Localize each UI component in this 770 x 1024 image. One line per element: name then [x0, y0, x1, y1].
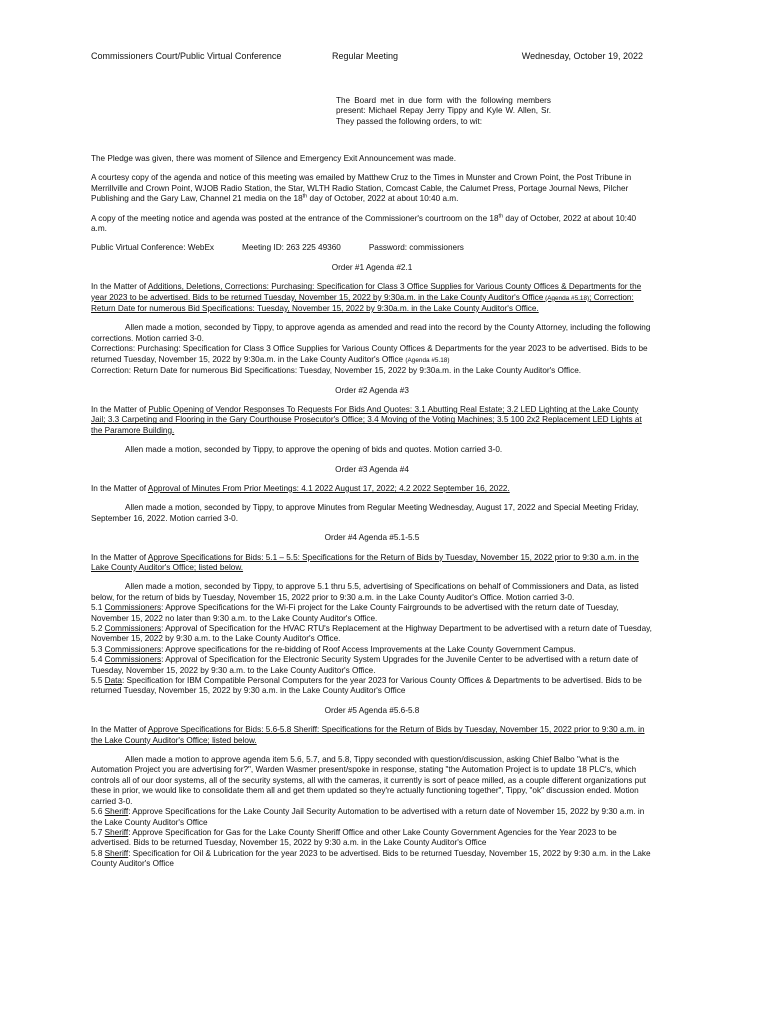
- matter-subject: Approve Specifications for Bids: 5.6-5.8 Sheriff: Specifications for the Return of Bids by Tuesday, November 15, 2022 prior to 9:30 a.m. in the Lake County Auditor's Office; listed below.: [91, 725, 645, 745]
- item-number: 5.5: [91, 676, 105, 686]
- item-number: 5.3: [91, 644, 105, 654]
- header-left: Commissioners Court/Public Virtual Conference: [91, 51, 282, 61]
- matter-subject: Public Opening of Vendor Responses To Requests For Bids And Quotes: 3.1 Abutting Real Estate; 3.2 LED Lighting at the Lake County Jail; 3.3 Carpeting and Flooring in the Gary Courthouse Prosecutor's Office; 3.4 Moving of the Voting Machines; 3.5 100 2x2 Replacement LED Lights at the Paramore Building.: [91, 404, 642, 435]
- item-department: Commissioners: [104, 644, 162, 654]
- order-2-matter: [91, 405, 653, 436]
- matter-subject: Approval of Minutes From Prior Meetings: 4.1 2022 August 17, 2022; 4.2 2022 September 16, 2022.: [147, 483, 510, 493]
- header-date: Wednesday, October 19, 2022: [521, 51, 643, 61]
- order-4-matter: [91, 553, 653, 574]
- posted-paragraph: [91, 214, 653, 235]
- item-5-1: [91, 603, 653, 624]
- pledge-paragraph: The Pledge was given, there was moment of Silence and Emergency Exit Announcement was made.: [91, 154, 456, 163]
- order-1-heading: Order #1 Agenda #2.1: [331, 262, 413, 272]
- item-5-4: [91, 655, 653, 676]
- order-2-heading: Order #2 Agenda #3: [335, 385, 409, 395]
- item-text: : Approve specifications for the re-bidding of Roof Access Improvements at the Lake County Government Campus.: [161, 644, 576, 654]
- matter-subject: Approve Specifications for Bids: 5.1 – 5.5: Specifications for the Return of Bids by Tuesday, November 15, 2022 prior to 9:30 a.m. in the Lake County Auditor's Office; listed below.: [91, 552, 639, 572]
- item-5-6: [91, 807, 653, 828]
- agenda-ref: (Agenda #5.18): [543, 294, 590, 302]
- order-1-motion: Allen made a motion, seconded by Tippy, to approve agenda as amended and read into the record by the County Attorney, including the following corrections. Motion carried 3-0.: [91, 323, 651, 343]
- courtesy-ordinal: th: [302, 193, 308, 200]
- item-department: Sheriff: [104, 827, 129, 837]
- item-department: Commissioners: [104, 603, 162, 613]
- courtesy-paragraph: [91, 173, 653, 204]
- order-1-matter: [91, 282, 653, 314]
- item-department: Data: [104, 676, 122, 686]
- item-5-5: [91, 676, 653, 697]
- item-number: 5.2: [91, 624, 105, 633]
- order-1-correction-2: Correction: Return Date for numerous Bid Specifications: Tuesday, November 15, 2022 by 9:30a.m. in the Lake County Auditor's Office.: [91, 366, 582, 376]
- matter-subject: Additions, Deletions, Corrections: Purchasing: Specification for Class 3 Office Supplies for Various County Offices & Departments for the year 2023 to be advertised. Bids to be returned Tuesday, November 15, 2022 by 9:30a.m. in the Lake County Auditor's Office: [91, 282, 642, 302]
- order-4-motion: Allen made a motion, seconded by Tippy, to approve 5.1 thru 5.5, advertising of Specifications on behalf of Commissioners and Data, as listed below, for the return of bids by Tuesday, November 15, 2022 prior to 9:30 a.m. in the Lake County Auditor's Office. Motion carried 3-0.: [91, 582, 639, 602]
- order-1-correction-1: [91, 344, 653, 366]
- conference-line: [91, 243, 653, 253]
- courtesy-text: A courtesy copy of the agenda and notice of this meeting was emailed by Matthew Cruz to the Times in Munster and Crown Point, the Post Tribune in Merrillville and Crown Point, WJOB Radio Station, the Star, WLTH Radio Station, Comcast Cable, the Calumet Press, Portage Journal News, Pilcher Publishing and the Gary Law, Channel 21 media on the 18: [91, 173, 632, 204]
- matter-prefix: In the Matter of: [91, 282, 148, 292]
- item-text: : Approve Specifications for the Lake County Jail Security Automation to be advertised with a return date of November 15, 2022 by 9:30 a.m. in the Lake County Auditor's Office: [91, 807, 645, 827]
- item-text: : Approve Specification for Gas for the Lake County Sheriff Office and other Lake County Government Agencies for the Year 2023 to be advertised. Bids to be returned Tuesday, November 15, 2022 by 9:30 a.m. in the Lake County Auditor's Office: [91, 827, 617, 848]
- item-number: 5.8: [91, 848, 105, 858]
- correction-text: Corrections: Purchasing: Specification for Class 3 Office Supplies for Various County Offices & Departments for the year 2023 to be advertised. Bids to be returned Tuesday, November 15, 2022 by 9:30a.m. in the Lake County Auditor's Office: [91, 344, 648, 364]
- item-text: : Approval of Specification for the HVAC RTU's Replacement at the Highway Department to be advertised with a return date of Tuesday, November 15, 2022 by 9:30 a.m. to the Lake County Auditor's Office.: [91, 624, 652, 644]
- matter-prefix: In the Matter of: [91, 404, 149, 414]
- conference-password: Password: commissioners: [368, 243, 464, 253]
- minutes-body: [91, 154, 653, 870]
- matter-prefix: In the Matter of: [91, 552, 148, 562]
- intro-paragraph: The Board met in due form with the following members present: Michael Repay Jerry Tippy and Kyle W. Allen, Sr. They passed the following orders, to wit:: [336, 96, 551, 126]
- item-5-8: [91, 849, 653, 870]
- posted-text-end: day of October, 2022 at about 10:40 a.m.: [91, 213, 637, 234]
- item-5-2: [91, 624, 653, 645]
- courtesy-text-end: day of October, 2022 at about 10:40 a.m.: [307, 194, 459, 204]
- item-text: : Approval of Specification for the Electronic Security System Upgrades for the Juvenile Center to be advertised with a return date of Tuesday, November 15, 2022 by 9:30 a.m. to the Lake County Auditor's Office.: [91, 655, 639, 675]
- item-5-7: [91, 828, 653, 849]
- item-5-3: [91, 645, 653, 655]
- item-text: : Specification for IBM Compatible Personal Computers for the year 2023 for Various County Offices & Departments to be advertised. Bids to be returned Tuesday, November 15, 2022 by 9:30 a.m. in the Lake County Auditor's Office: [91, 676, 642, 696]
- posted-text: A copy of the meeting notice and agenda was posted at the entrance of the Commissioner's courtroom on the 18: [91, 213, 499, 223]
- posted-ordinal: th: [498, 212, 504, 219]
- agenda-ref: (Agenda #5.18): [405, 356, 450, 364]
- item-text: : Approve Specifications for the Wi-Fi project for the Lake County Fairgrounds to be advertised with the return date of Tuesday, November 15, 2022 no later than 9:30 a.m. to the Lake County Auditor's Office.: [91, 603, 619, 623]
- item-department: Commissioners: [104, 655, 162, 665]
- item-number: 5.4: [91, 655, 105, 665]
- matter-prefix: In the Matter of: [91, 483, 148, 493]
- conference-meeting-id: Meeting ID: 263 225 49360: [242, 243, 341, 253]
- header-meeting-type: Regular Meeting: [332, 51, 399, 61]
- order-4-heading: Order #4 Agenda #5.1-5.5: [324, 533, 420, 543]
- item-text: : Specification for Oil & Lubrication for the year 2023 to be advertised. Bids to be returned Tuesday, November 15, 2022 by 9:30 a.m. in the Lake County Auditor's Office: [91, 848, 651, 869]
- item-number: 5.1: [91, 603, 105, 613]
- order-5-motion: Allen made a motion to approve agenda item 5.6, 5.7, and 5.8, Tippy seconded with question/discussion, asking Chief Balbo "what is the Automation Project you are advertising for?", Warden Wasmer present/spoke in response, stating "the Automation Project is to update 18 PLC's, which controls all of our door systems, all of the security systems, all with the cameras, it currently is sort of peace milled, as a couple different organizations put these in prior, we would like to consolidate them all and get them updated so they're actually functioning together", Tippy, "ok" discussion ended. Motion carried 3-0.: [91, 755, 647, 806]
- matter-subject-cont: ; Correction: Return Date for numerous Bid Specifications: Tuesday, November 15, 2022 by 9:30a.m. in the Lake County Auditor's Office.: [91, 292, 634, 314]
- item-department: Sheriff: [104, 848, 129, 858]
- item-department: Sheriff: [104, 807, 129, 817]
- order-5-heading: Order #5 Agenda #5.6-5.8: [324, 705, 420, 715]
- item-number: 5.7: [91, 827, 105, 837]
- item-number: 5.6: [91, 807, 105, 817]
- order-3-heading: Order #3 Agenda #4: [335, 464, 409, 474]
- conference-label: Public Virtual Conference: WebEx: [91, 243, 215, 253]
- order-3-motion: Allen made a motion, seconded by Tippy, to approve Minutes from Regular Meeting Wednesday, August 17, 2022 and Special Meeting Friday, September 16, 2022. Motion carried 3-0.: [91, 503, 639, 523]
- order-2-motion: Allen made a motion, seconded by Tippy, to approve the opening of bids and quotes. Motion carried 3-0.: [125, 445, 503, 455]
- matter-prefix: In the Matter of: [91, 725, 148, 735]
- order-3-matter: [91, 484, 653, 494]
- item-department: Commissioners: [104, 624, 162, 633]
- order-5-matter: [91, 725, 653, 746]
